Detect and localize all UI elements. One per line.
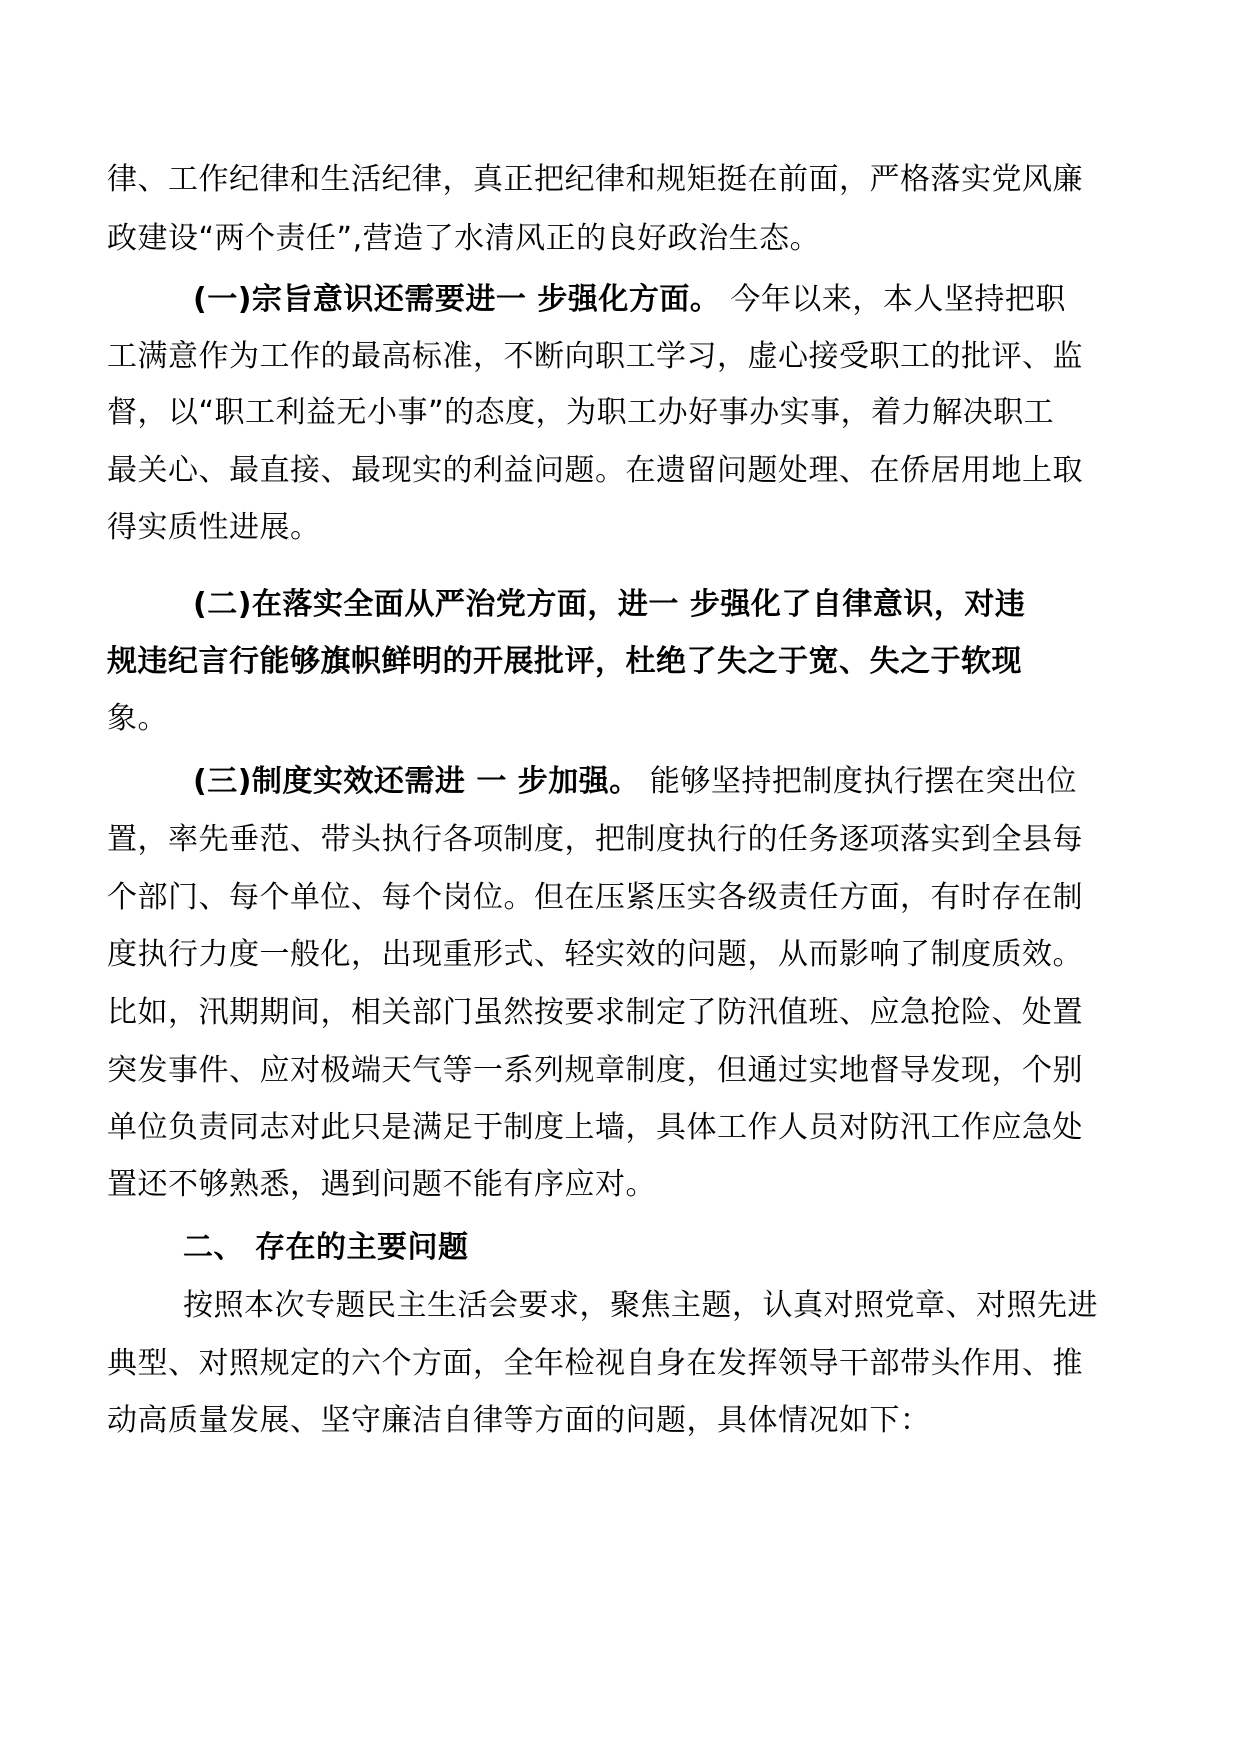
text-segment: 政建设“两个责任”,营造了水清风正的良好政治生态。 [107, 221, 821, 256]
text-segment: 最关心、最直接、最现实的利益问题。在遗留问题处理、在侨居用地上取 [107, 453, 1083, 488]
paragraph-line [107, 451, 1083, 491]
paragraph-line [107, 508, 321, 548]
text-segment: 度执行力度一般化，出现重形式、轻实效的问题，从而影响了制度质效。 [107, 937, 1083, 972]
section-heading: (二)在落实全面从严治党方面，进一 步强化了自律意识，对违 [193, 587, 1026, 622]
text-segment: 按照本次专题民主生活会要求，聚焦主题，认真对照党章、对照先进 [183, 1288, 1098, 1323]
chapter-heading-line [183, 1228, 468, 1268]
text-segment: 今年以来，本人坚持把职 [720, 282, 1066, 317]
text-segment: 督，以“职工利益无小事”的态度，为职工办好事办实事，着力解决职工 [107, 395, 1055, 430]
paragraph-line [107, 1051, 1083, 1091]
text-segment: 能够坚持把制度执行摆在突出位 [639, 764, 1077, 799]
text-segment: 规违纪言行能够旗帜鲜明的开展批评，杜绝了失之于宽、失之于软现 [107, 644, 1022, 679]
paragraph-line [107, 1401, 931, 1441]
text-segment: 突发事件、应对极端天气等一系列规章制度，但通过实地督导发现，个别 [107, 1053, 1083, 1088]
text-segment: 比如，汛期期间，相关部门虽然按要求制定了防汛值班、应急抢险、处置 [107, 995, 1083, 1030]
section-heading-line [193, 280, 1066, 320]
paragraph-line [107, 699, 168, 739]
section-heading: (三)制度实效还需进 一 步加强。 [193, 764, 640, 799]
paragraph-line [107, 935, 1083, 975]
paragraph-line [107, 1165, 656, 1205]
section-heading-line [193, 762, 1077, 802]
text-segment: 动高质量发展、坚守廉洁自律等方面的问题，具体情况如下： [107, 1403, 931, 1438]
paragraph-line [107, 160, 1083, 200]
paragraph-line [183, 1286, 1098, 1326]
paragraph-line [107, 878, 1083, 918]
paragraph-line [107, 993, 1083, 1033]
text-segment: 置，率先垂范、带头执行各项制度，把制度执行的任务逐项落实到全县每 [107, 822, 1083, 857]
text-segment: 个部门、每个单位、每个岗位。但在压紧压实各级责任方面，有时存在制 [107, 880, 1083, 915]
text-segment: 典型、对照规定的六个方面，全年检视自身在发挥领导干部带头作用、推 [107, 1346, 1083, 1381]
paragraph-line [107, 337, 1083, 377]
paragraph-line [107, 393, 1054, 433]
chapter-heading: 二、 存在的主要问题 [183, 1230, 469, 1265]
paragraph-line [107, 642, 1022, 682]
text-segment: 单位负责同志对此只是满足于制度上墙，具体工作人员对防汛工作应急处 [107, 1110, 1083, 1145]
paragraph-line [107, 219, 820, 259]
text-segment: 工满意作为工作的最高标准，不断向职工学习，虚心接受职工的批评、监 [107, 339, 1083, 374]
text-segment: 律、工作纪律和生活纪律，真正把纪律和规矩挺在前面，严格落实党风廉 [107, 162, 1083, 197]
section-heading: (一)宗旨意识还需要进一 步强化方面。 [193, 282, 721, 317]
text-segment: 置还不够熟悉，遇到问题不能有序应对。 [107, 1167, 656, 1202]
text-segment: 得实质性进展。 [107, 510, 321, 545]
text-segment: 象。 [107, 701, 168, 736]
section-heading-line [193, 585, 1025, 625]
paragraph-line [107, 820, 1083, 860]
paragraph-line [107, 1344, 1083, 1384]
paragraph-line [107, 1108, 1083, 1148]
